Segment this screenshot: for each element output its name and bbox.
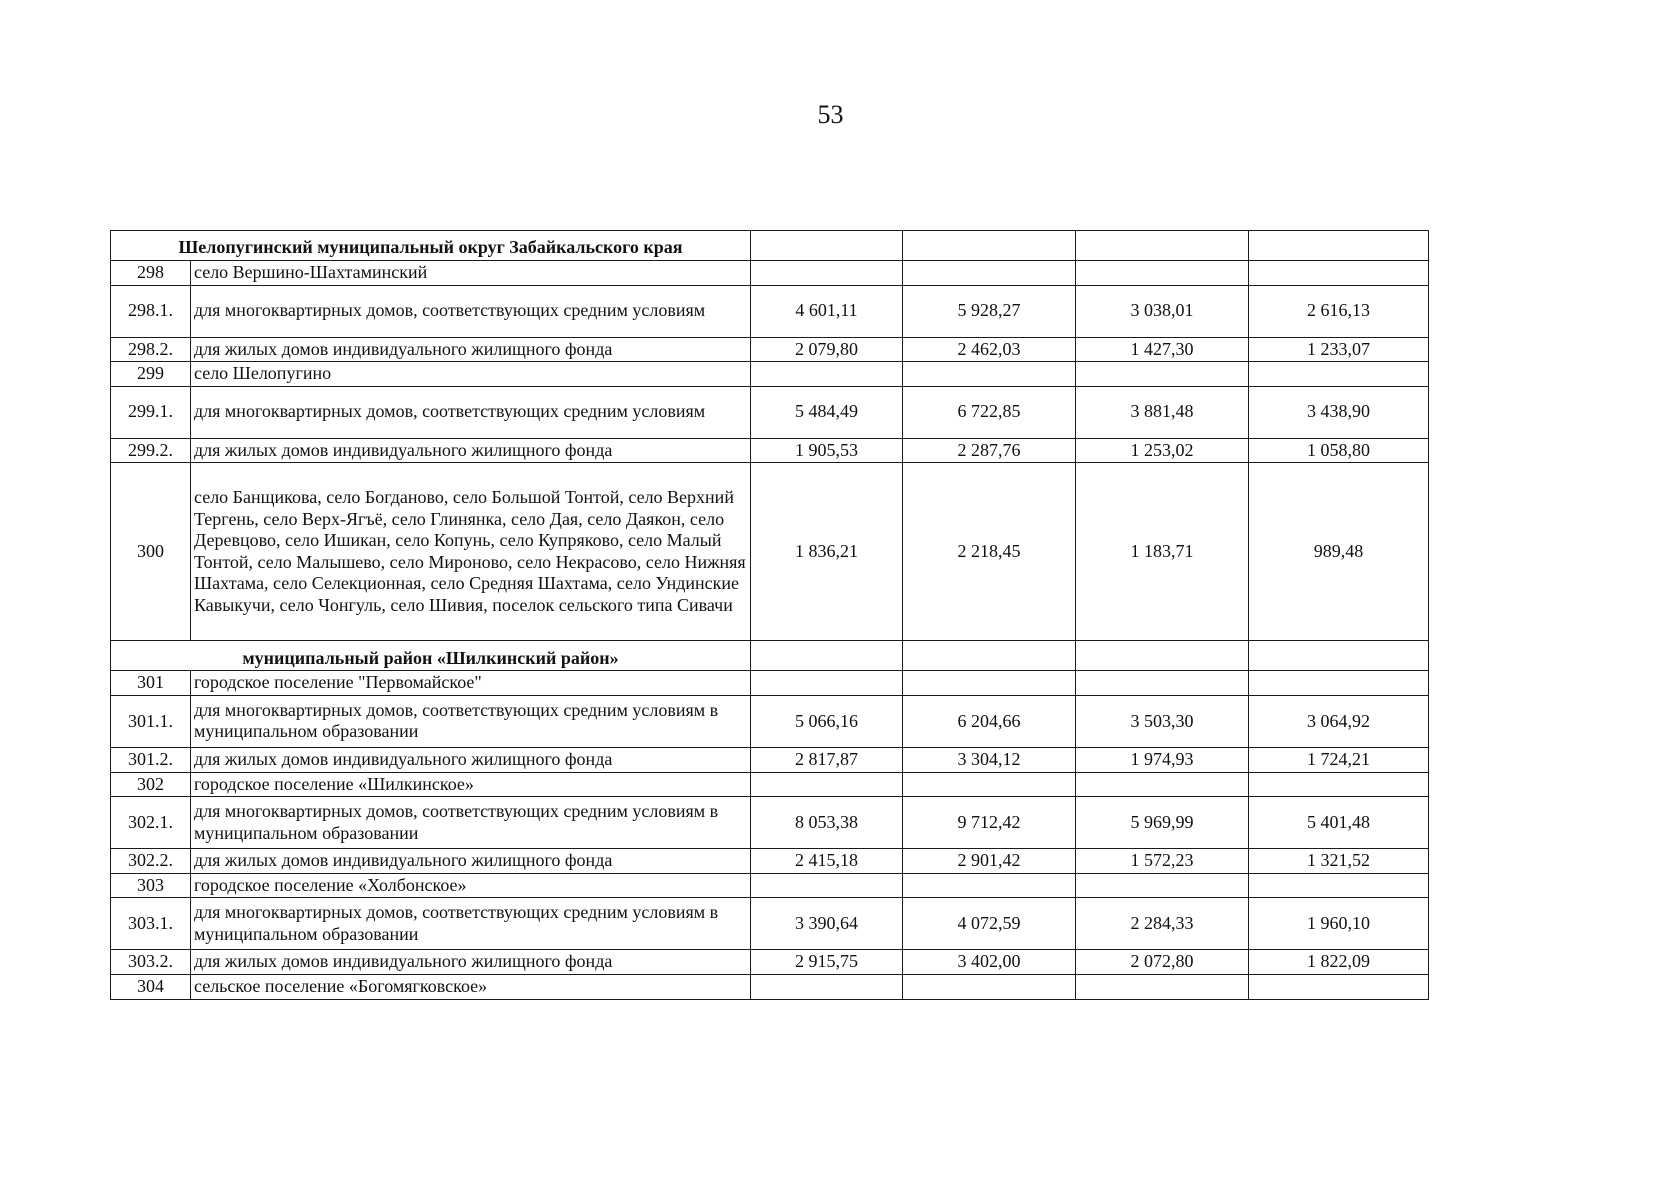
value-cell-3: 1 183,71 xyxy=(1076,463,1249,641)
row-name: городское поселение «Холбонское» xyxy=(191,873,751,898)
value-cell-3: 1 427,30 xyxy=(1076,337,1249,362)
value-cell-4: 1 321,52 xyxy=(1249,849,1429,874)
empty-cell xyxy=(751,641,903,671)
value-cell-2: 4 072,59 xyxy=(903,898,1076,950)
row-name: для многоквартирных домов, соответствующих средним условиям в муниципальном образовании xyxy=(191,695,751,747)
table-row xyxy=(111,463,1429,641)
table-row xyxy=(111,438,1429,463)
value-cell-1 xyxy=(751,261,903,286)
value-cell-3: 3 038,01 xyxy=(1076,285,1249,337)
value-cell-3: 2 072,80 xyxy=(1076,950,1249,975)
value-cell-1 xyxy=(751,873,903,898)
value-cell-4: 3 064,92 xyxy=(1249,695,1429,747)
value-cell-3: 2 284,33 xyxy=(1076,898,1249,950)
tariff-table xyxy=(110,230,1429,1000)
value-cell-2 xyxy=(903,772,1076,797)
row-name: для жилых домов индивидуального жилищного фонда xyxy=(191,747,751,772)
row-name: городское поселение «Шилкинское» xyxy=(191,772,751,797)
value-cell-4: 3 438,90 xyxy=(1249,386,1429,438)
table-row xyxy=(111,772,1429,797)
value-cell-4: 1 724,21 xyxy=(1249,747,1429,772)
row-name: село Вершино-Шахтаминский xyxy=(191,261,751,286)
value-cell-3: 3 881,48 xyxy=(1076,386,1249,438)
row-number: 303.2. xyxy=(111,950,191,975)
table-row xyxy=(111,671,1429,696)
empty-cell xyxy=(751,231,903,261)
row-name: для жилых домов индивидуального жилищного фонда xyxy=(191,438,751,463)
value-cell-1 xyxy=(751,362,903,387)
row-number: 302 xyxy=(111,772,191,797)
value-cell-1: 4 601,11 xyxy=(751,285,903,337)
value-cell-4: 1 233,07 xyxy=(1249,337,1429,362)
row-name: для жилых домов индивидуального жилищного фонда xyxy=(191,849,751,874)
row-name: для жилых домов индивидуального жилищного фонда xyxy=(191,337,751,362)
empty-cell xyxy=(1076,641,1249,671)
value-cell-3: 5 969,99 xyxy=(1076,797,1249,849)
value-cell-4 xyxy=(1249,974,1429,999)
value-cell-4: 1 058,80 xyxy=(1249,438,1429,463)
table-row xyxy=(111,974,1429,999)
row-number: 302.1. xyxy=(111,797,191,849)
table-row xyxy=(111,898,1429,950)
row-number: 302.2. xyxy=(111,849,191,874)
table-row xyxy=(111,747,1429,772)
value-cell-4 xyxy=(1249,772,1429,797)
row-number: 301.2. xyxy=(111,747,191,772)
table-row xyxy=(111,849,1429,874)
value-cell-3: 1 572,23 xyxy=(1076,849,1249,874)
table-row xyxy=(111,695,1429,747)
row-number: 300 xyxy=(111,463,191,641)
row-name: городское поселение "Первомайское" xyxy=(191,671,751,696)
value-cell-4 xyxy=(1249,261,1429,286)
empty-cell xyxy=(1076,231,1249,261)
section-header-row xyxy=(111,641,1429,671)
table-body xyxy=(111,231,1429,1000)
row-number: 301.1. xyxy=(111,695,191,747)
value-cell-2 xyxy=(903,873,1076,898)
row-number: 298.2. xyxy=(111,337,191,362)
value-cell-1: 2 415,18 xyxy=(751,849,903,874)
row-number: 299.1. xyxy=(111,386,191,438)
table-row xyxy=(111,797,1429,849)
row-name: сельское поселение «Богомягковское» xyxy=(191,974,751,999)
empty-cell xyxy=(903,641,1076,671)
empty-cell xyxy=(903,231,1076,261)
value-cell-1: 1 836,21 xyxy=(751,463,903,641)
row-name: для многоквартирных домов, соответствующих средним условиям в муниципальном образовании xyxy=(191,797,751,849)
value-cell-4 xyxy=(1249,671,1429,696)
value-cell-4: 5 401,48 xyxy=(1249,797,1429,849)
value-cell-1: 2 915,75 xyxy=(751,950,903,975)
section-title: Шелопугинский муниципальный округ Забайкальского края xyxy=(111,231,751,261)
row-number: 303 xyxy=(111,873,191,898)
row-name: для многоквартирных домов, соответствующих средним условиям xyxy=(191,285,751,337)
value-cell-1: 2 817,87 xyxy=(751,747,903,772)
value-cell-4 xyxy=(1249,362,1429,387)
value-cell-2 xyxy=(903,261,1076,286)
section-title: муниципальный район «Шилкинский район» xyxy=(111,641,751,671)
row-name: село Шелопугино xyxy=(191,362,751,387)
value-cell-2: 2 218,45 xyxy=(903,463,1076,641)
value-cell-4: 1 960,10 xyxy=(1249,898,1429,950)
table-row xyxy=(111,386,1429,438)
value-cell-1: 5 066,16 xyxy=(751,695,903,747)
value-cell-1: 5 484,49 xyxy=(751,386,903,438)
value-cell-2 xyxy=(903,362,1076,387)
table-row xyxy=(111,337,1429,362)
row-name: для жилых домов индивидуального жилищного фонда xyxy=(191,950,751,975)
value-cell-2: 9 712,42 xyxy=(903,797,1076,849)
value-cell-4: 1 822,09 xyxy=(1249,950,1429,975)
row-name: для многоквартирных домов, соответствующих средним условиям в муниципальном образовании xyxy=(191,898,751,950)
value-cell-3 xyxy=(1076,671,1249,696)
value-cell-3 xyxy=(1076,772,1249,797)
value-cell-1 xyxy=(751,671,903,696)
page-number: 53 xyxy=(817,100,844,129)
row-name: для многоквартирных домов, соответствующих средним условиям xyxy=(191,386,751,438)
value-cell-4 xyxy=(1249,873,1429,898)
row-number: 299 xyxy=(111,362,191,387)
table-row xyxy=(111,873,1429,898)
table-row xyxy=(111,950,1429,975)
value-cell-3: 1 974,93 xyxy=(1076,747,1249,772)
row-number: 303.1. xyxy=(111,898,191,950)
row-number: 298.1. xyxy=(111,285,191,337)
value-cell-4: 2 616,13 xyxy=(1249,285,1429,337)
value-cell-3 xyxy=(1076,261,1249,286)
value-cell-2: 2 901,42 xyxy=(903,849,1076,874)
value-cell-2: 6 722,85 xyxy=(903,386,1076,438)
value-cell-1: 1 905,53 xyxy=(751,438,903,463)
value-cell-2: 6 204,66 xyxy=(903,695,1076,747)
empty-cell xyxy=(1249,231,1429,261)
value-cell-3 xyxy=(1076,974,1249,999)
value-cell-1: 8 053,38 xyxy=(751,797,903,849)
value-cell-2: 3 304,12 xyxy=(903,747,1076,772)
value-cell-3 xyxy=(1076,362,1249,387)
value-cell-1: 2 079,80 xyxy=(751,337,903,362)
table-row xyxy=(111,362,1429,387)
value-cell-2: 5 928,27 xyxy=(903,285,1076,337)
value-cell-2: 2 287,76 xyxy=(903,438,1076,463)
table-row xyxy=(111,285,1429,337)
row-number: 304 xyxy=(111,974,191,999)
value-cell-2: 2 462,03 xyxy=(903,337,1076,362)
row-number: 298 xyxy=(111,261,191,286)
value-cell-3: 3 503,30 xyxy=(1076,695,1249,747)
value-cell-4: 989,48 xyxy=(1249,463,1429,641)
value-cell-1: 3 390,64 xyxy=(751,898,903,950)
value-cell-2: 3 402,00 xyxy=(903,950,1076,975)
value-cell-2 xyxy=(903,974,1076,999)
value-cell-1 xyxy=(751,974,903,999)
row-name: село Банщикова, село Богданово, село Большой Тонтой, село Верхний Тергень, село Верх-Ягъё, село Глинянка, село Дая, село Даякон, село Деревцово, село Ишикан, село Копунь, село Купряково, село Малый Тонтой, село Малышево, село Мироново, село Некрасово, село Нижняя Шахтама, село Селекционная, село Средняя Шахтама, село Ундинские Кавыкучи, село Чонгуль, село Шивия, поселок сельского типа Сивачи xyxy=(191,463,751,641)
row-number: 299.2. xyxy=(111,438,191,463)
table-row xyxy=(111,261,1429,286)
value-cell-2 xyxy=(903,671,1076,696)
value-cell-3: 1 253,02 xyxy=(1076,438,1249,463)
empty-cell xyxy=(1249,641,1429,671)
value-cell-3 xyxy=(1076,873,1249,898)
row-number: 301 xyxy=(111,671,191,696)
value-cell-1 xyxy=(751,772,903,797)
section-header-row xyxy=(111,231,1429,261)
